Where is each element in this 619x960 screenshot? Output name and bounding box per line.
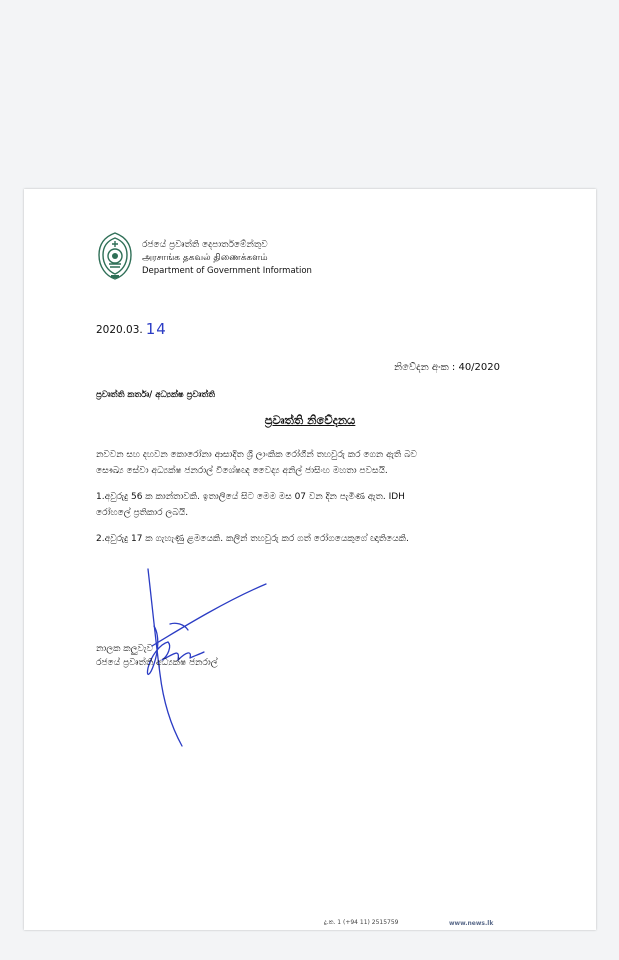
date-handwritten-day: 14 [145,320,167,338]
paragraph-line: නවවන සහ දහවන කොරෝනා ආසාදිත ශ්‍රී ලාංකික රෝගීන් තහවුරු කර ගෙන ඇති බව [96,450,417,460]
date-printed: 2020.03. [96,324,143,336]
paragraph-line: සෞඛ්‍ය සේවා අධ්‍යක්ෂ ජනරාල් විශේෂඥ වෛද්‍ය අනිල් ජාසිංහ මහතා පවසයි. [96,466,388,476]
document-page [24,189,596,930]
department-name-tamil: அரசாங்க தகவல் திணைக்களம் [142,253,268,263]
signatory-title: රජයේ ප්‍රවෘත්ති අධ්‍යක්ෂ ජනරාල් [96,658,218,668]
paragraph-line: 2.අවුරුදු 17 ක ගැහැණු ළමයෙකි. කලින් තහවුරු කර ගත් රෝගයෙකුගේ ඥාතියෙකි. [96,534,409,544]
signatory-block [96,642,218,670]
document-body [96,447,532,557]
department-name-sinhala: රජයේ ප්‍රවෘත්ති දෙපාර්තමේන්තුව [142,240,268,250]
body-paragraph [96,489,532,521]
letterhead [96,231,356,287]
footer-phone: දු.ක. 1 (+94 11) 2515759 [324,919,399,926]
letter-footer [24,916,596,930]
body-paragraph [96,531,532,547]
department-name-english: Department of Government Information [142,266,312,276]
paragraph-line: රෝහලේ ප්‍රතිකාර ලබයි. [96,508,189,518]
signatory-name: නාලක කලුවැව [96,644,153,654]
department-names [142,239,352,278]
document-title: ප්‍රවෘත්ති නිවේදනය [264,413,356,427]
footer-website: www.news.lk [449,920,494,927]
paragraph-line: 1.අවුරුදු 56 ක කාන්තාවකි. ඉතාලියේ සිට මෙම මස 07 වන දින පැමිණ ඇත. IDH [96,492,405,502]
body-paragraph [96,447,532,479]
reference-number: නිවේදන අංක : 40/2020 [394,362,500,373]
addressee: ප්‍රවෘත්ති කර්තෘ/ අධ්‍යක්ෂ ප්‍රවෘත්ති [96,390,216,400]
document-date [96,319,167,337]
government-emblem-icon [96,231,134,281]
